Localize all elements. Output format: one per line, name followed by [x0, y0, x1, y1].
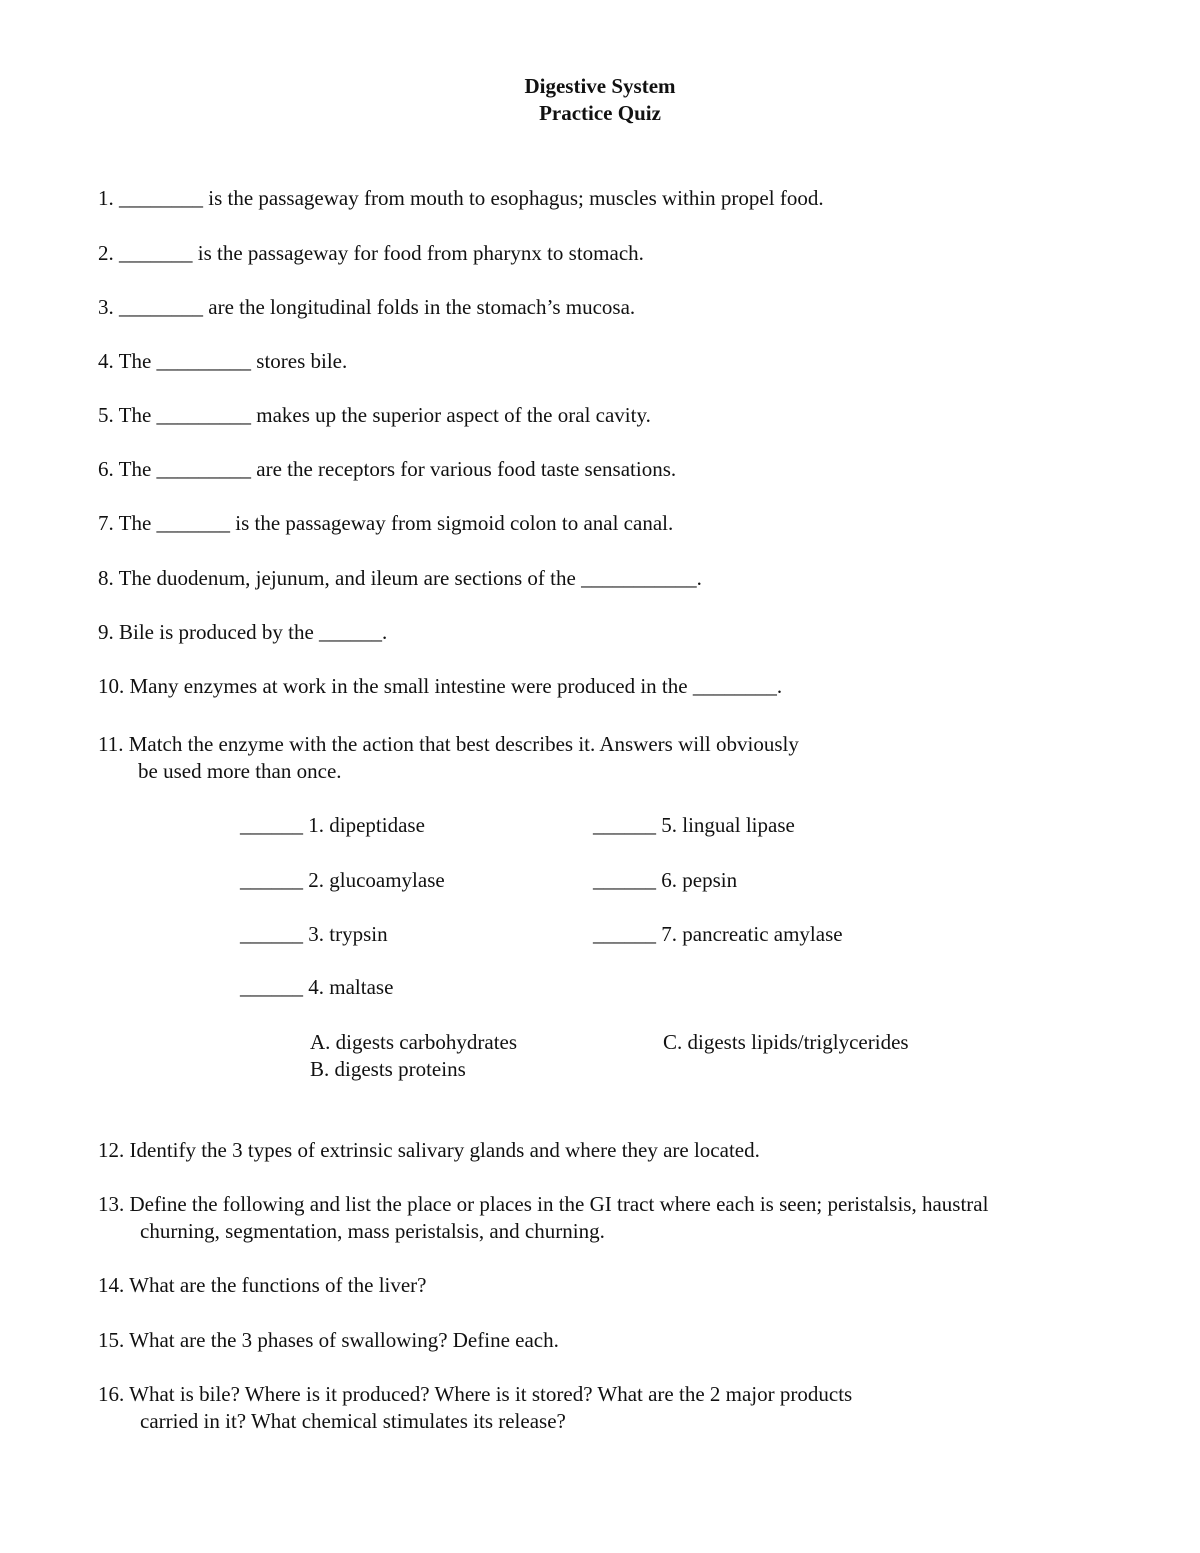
question-10: 10. Many enzymes at work in the small intestine were produced in the ________. [98, 674, 783, 698]
question-4: 4. The _________ stores bile. [98, 349, 348, 373]
question-16: 16. What is bile? Where is it produced? Where is it stored? What are the 2 major products [98, 1382, 853, 1406]
match-item-7: ______ 7. pancreatic amylase [593, 922, 843, 946]
page-subtitle: Practice Quiz [539, 101, 661, 125]
question-2: 2. _______ is the passageway for food from pharynx to stomach. [98, 241, 644, 265]
question-1: 1. ________ is the passageway from mouth to esophagus; muscles within propel food. [98, 186, 824, 210]
question-5: 5. The _________ makes up the superior aspect of the oral cavity. [98, 403, 651, 427]
question-11-continued: be used more than once. [138, 759, 342, 783]
match-item-3: ______ 3. trypsin [240, 922, 388, 946]
page-title: Digestive System [524, 74, 676, 98]
question-6: 6. The _________ are the receptors for various food taste sensations. [98, 457, 677, 481]
match-item-2: ______ 2. glucoamylase [240, 868, 445, 892]
match-item-4: ______ 4. maltase [240, 975, 394, 999]
match-item-6: ______ 6. pepsin [593, 868, 738, 892]
question-9: 9. Bile is produced by the ______. [98, 620, 388, 644]
question-16-continued: carried in it? What chemical stimulates its release? [140, 1409, 566, 1433]
match-item-1: ______ 1. dipeptidase [240, 813, 425, 837]
question-3: 3. ________ are the longitudinal folds in the stomach’s mucosa. [98, 295, 636, 319]
option-b: B. digests proteins [310, 1057, 466, 1081]
question-11: 11. Match the enzyme with the action that best describes it. Answers will obviously [98, 732, 799, 756]
question-15: 15. What are the 3 phases of swallowing? Define each. [98, 1328, 559, 1352]
question-13-continued: churning, segmentation, mass peristalsis, and churning. [140, 1219, 605, 1243]
option-c: C. digests lipids/triglycerides [663, 1030, 909, 1054]
question-14: 14. What are the functions of the liver? [98, 1273, 427, 1297]
question-12: 12. Identify the 3 types of extrinsic salivary glands and where they are located. [98, 1138, 760, 1162]
question-8: 8. The duodenum, jejunum, and ileum are sections of the ___________. [98, 566, 702, 590]
match-item-5: ______ 5. lingual lipase [593, 813, 795, 837]
question-7: 7. The _______ is the passageway from sigmoid colon to anal canal. [98, 511, 674, 535]
question-13: 13. Define the following and list the place or places in the GI tract where each is seen; peristalsis, haustral [98, 1192, 989, 1216]
option-a: A. digests carbohydrates [310, 1030, 518, 1054]
